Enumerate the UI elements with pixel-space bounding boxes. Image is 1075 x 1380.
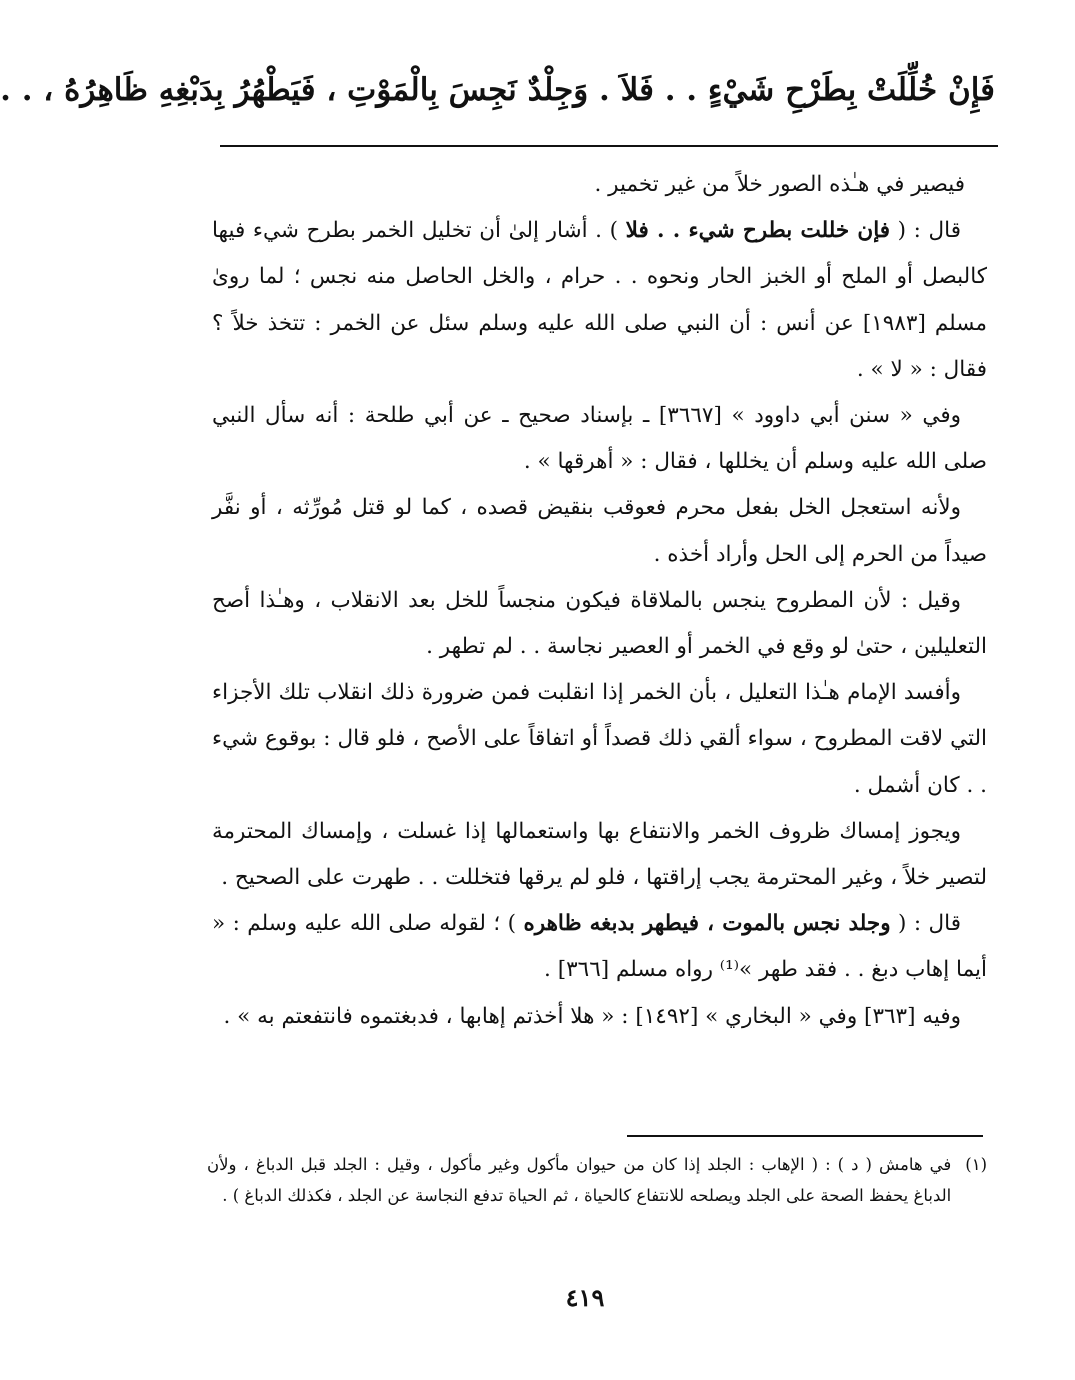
paragraph: [212, 485, 987, 577]
paragraph: [212, 901, 987, 993]
paragraph: [212, 162, 987, 208]
paragraph: [212, 670, 987, 809]
footnote-marker: (١): [965, 1155, 987, 1174]
footnote: [207, 1149, 987, 1211]
paragraph-text: وفيه [٣٦٣] وفي « البخاري » [١٤٩٢] : « هلا أخذتم إهابها ، فدبغتموه فانتفعتم به » .: [223, 1003, 961, 1029]
paragraph: [212, 809, 987, 901]
page-number: ٤١٩: [565, 1283, 605, 1312]
paragraph: [212, 393, 987, 485]
paragraph-text: وأفسد الإمام هـٰذا التعليل ، بأن الخمر إذا انقلبت فمن ضرورة ذلك انقلاب تلك الأجزاء التي لاقت المطروح ، سواء ألقي ذلك قصداً أو اتفاقاً على الأصح ، فلو قال : بوقوع شيء . . كان أشمل .: [212, 680, 988, 798]
paragraph: [212, 208, 987, 393]
paragraph-text: ) ؛ لقوله صلى الله عليه وسلم : « أيما إهاب دبغ . . فقد طهر »⁽¹⁾ رواه مسلم [٣٦٦] .: [212, 911, 987, 983]
quoted-matn-text: فإن خللت بطرح شيء . . فلا: [625, 218, 891, 244]
paragraph-text: وقيل : لأن المطروح ينجس بالملاقاة فيكون منجساً للخل بعد الانقلاب ، وهـٰذا أصح التعليلين ، حتىٰ لو وقع في الخمر أو العصير نجاسة . . لم تطهر .: [212, 587, 987, 660]
matn-verse-header: فَإِنْ خُلِّلَتْ بِطَرْحِ شَيْءٍ . . فَلاَ . وَجِلْدٌ نَجِسَ بِالْمَوْتِ ، فَيَطْهُرُ بِدَبْغِهِ ظَاهِرُهُ ، . .: [0, 72, 995, 108]
paragraph-text: وفي « سنن أبي داوود » [٣٦٦٧] ـ بإسناد صحيح ـ عن أبي طلحة : أنه سأل النبي صلى الله عليه وسلم أن يخللها ، فقال : « أهرقها » .: [212, 403, 987, 475]
paragraph: [212, 578, 987, 670]
paragraph-text: قال : (: [890, 911, 961, 937]
paragraph-text: فيصير في هـٰذه الصور خلاً من غير تخمير .: [594, 172, 965, 197]
paragraph-text: قال : (: [890, 218, 961, 244]
footnote-divider: [627, 1135, 983, 1137]
paragraph-text: ويجوز إمساك ظروف الخمر والانتفاع بها واستعمالها إذا غسلت ، وإمساك المحترمة لتصير خلاً ، وغير المحترمة يجب إراقتها ، فلو لم يرقها فتخللت . . طهرت على الصحيح .: [212, 818, 987, 891]
header-divider: [220, 145, 998, 147]
footnotes-section: [207, 1149, 987, 1211]
quoted-matn-text: وجلد نجس بالموت ، فيطهر بدبغه ظاهره: [523, 911, 891, 937]
paragraph-text: ) . أشار إلىٰ أن تخليل الخمر بطرح شيء فيها كالبصل أو الملح أو الخبز الحار ونحوه . . حرام ، والخل الحاصل منه نجس ؛ لما روىٰ مسلم [١٩٨٣] عن أنس : أن النبي صلى الله عليه وسلم سئل عن الخمر : تتخذ خلاً ؟ فقال : « لا » .: [212, 218, 987, 382]
footnote-text: في هامش ( د ) : ( الإهاب : الجلد إذا كان من حيوان مأكول وغير مأكول ، وقيل : الجلد قبل الدباغ ، ولأن الدباغ يحفظ الصحة على الجلد ويصلحه للانتفاع كالحياة ، ثم الحياة تدفع النجاسة عن الجلد ، فكذلك الدباغ ) .: [207, 1155, 952, 1205]
commentary-body: [212, 162, 987, 1040]
paragraph: [212, 994, 987, 1040]
paragraph-text: ولأنه استعجل الخل بفعل محرم فعوقب بنقيض قصده ، كما لو قتل مُورِّثه ، أو نفَّر صيداً من الحرم إلى الحل وأراد أخذه .: [212, 495, 987, 567]
